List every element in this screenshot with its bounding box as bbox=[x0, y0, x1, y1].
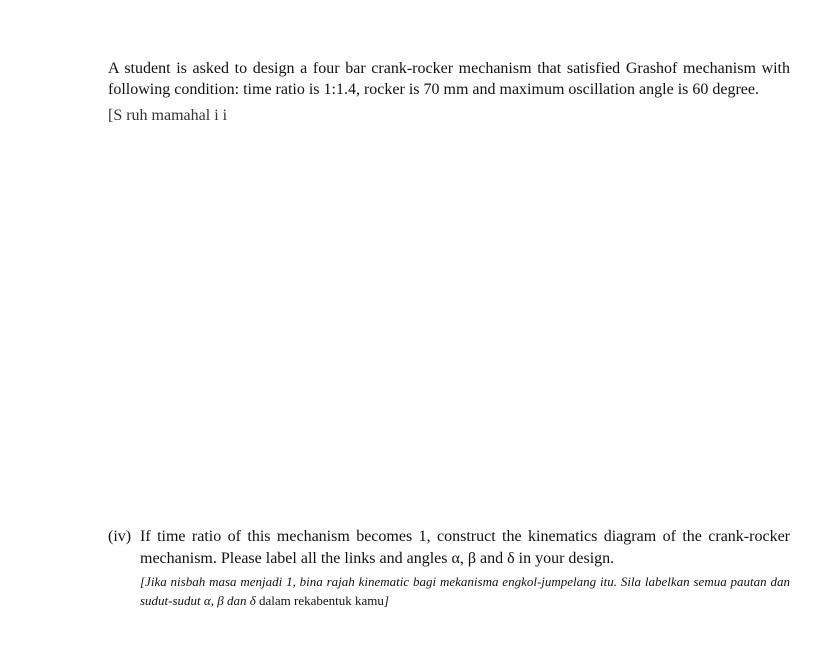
question-malay-italic: [Jika nisbah masa menjadi 1, bina rajah kinematic bagi mekanisma engkol-jumpelang itu. Sila labelkan semua pautan dan sudut-sudut α, β dan δ bbox=[140, 574, 790, 608]
problem-statement: A student is asked to design a four bar crank-rocker mechanism that satisfied Grashof mechanism with following condition: time ratio is 1:1.4, rocker is 70 mm and maximum oscillation angle is 60 degree. bbox=[108, 60, 790, 98]
question-english-text: If time ratio of this mechanism becomes 1, construct the kinematics diagram of the crank-rocker mechanism. Please label all the links and angles α, β and δ in your design. bbox=[140, 528, 790, 567]
question-malay-close: ] bbox=[383, 593, 389, 608]
question-number: (iv) bbox=[108, 528, 132, 545]
question-malay-text bbox=[140, 572, 790, 610]
question-malay-upright: dalam rekabentuk kamu bbox=[255, 593, 384, 608]
question-iv bbox=[108, 526, 790, 610]
cropped-text-line bbox=[108, 107, 790, 127]
cropped-text-fragment: [S ruh mamahal i i bbox=[108, 107, 228, 124]
